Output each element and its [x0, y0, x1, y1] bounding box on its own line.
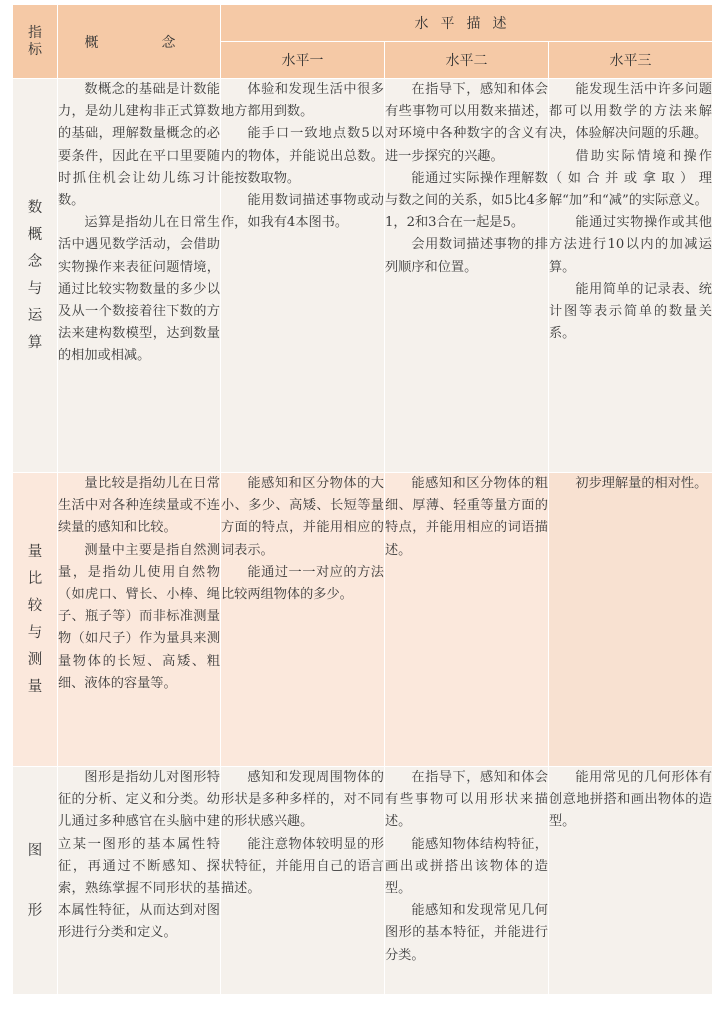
indicator-char: 数 — [27, 199, 43, 216]
level-3-cell — [549, 767, 713, 995]
level-paragraph: 能通过实物操作或其他方法进行10以内的加减运算。 — [549, 215, 712, 275]
indicator-char: 运 — [27, 307, 43, 324]
indicator-char: 图 — [27, 842, 43, 859]
indicator-char: 与 — [27, 624, 43, 641]
indicator-char: 概 — [27, 226, 43, 243]
concept-cell — [58, 767, 221, 995]
level-2-cell — [385, 473, 549, 767]
concept-paragraph: 运算是指幼儿在日常生活中遇见数学活动，会借助实物操作来表征问题情境，通过比较实物数量的多少以及从一个数接着往下数的方法来建构数模型，达到数量的相加或相减。 — [58, 215, 220, 364]
level-1-cell — [221, 767, 385, 995]
level-paragraph: 能手口一致地点数5以内的物体，并能说出总数。能按数取物。 — [221, 126, 384, 186]
level-paragraph: 能通过实际操作理解数与数之间的关系，如5比4多1，2和3合在一起是5。 — [385, 170, 548, 231]
level-paragraph: 体验和发现生活中很多地方都用到数。 — [221, 82, 384, 120]
indicator-char: 测 — [27, 651, 43, 668]
level-paragraph: 感知和发现周围物体的形状是多种多样的，对不同的形状感兴趣。 — [221, 770, 384, 830]
header-row-top — [13, 5, 713, 42]
math-standards-table — [12, 4, 713, 995]
concept-header — [58, 5, 221, 79]
concept-header-label: 概 念 — [84, 34, 194, 51]
table-row — [13, 79, 713, 473]
level-description-header: 水平描述 — [221, 5, 713, 42]
indicator-char: 念 — [27, 253, 43, 270]
level-2-header: 水平二 — [385, 42, 549, 79]
level-paragraph: 能通过一一对应的方法比较两组物体的多少。 — [221, 564, 384, 603]
level-3-cell — [549, 473, 713, 767]
level-paragraph: 能感知和区分物体的粗细、厚薄、轻重等量方面的特点，并能用相应的词语描述。 — [385, 476, 548, 558]
level-3-cell — [549, 79, 713, 473]
level-paragraph: 能感知物体结构特征，画出或拼搭出该物体的造型。 — [385, 836, 548, 897]
concept-paragraph: 量比较是指幼儿在日常生活中对各种连续量或不连续量的感知和比较。 — [58, 476, 220, 536]
indicator-header — [13, 5, 58, 79]
level-paragraph: 能用常见的几何形体有创意地拼搭和画出物体的造型。 — [549, 770, 712, 830]
indicator-char: 比 — [27, 570, 43, 587]
level-paragraph: 能感知和发现常见几何图形的基本特征，并能进行分类。 — [385, 903, 548, 963]
indicator-char: 量 — [27, 678, 43, 695]
indicator-char: 量 — [27, 543, 43, 560]
level-paragraph: 能用简单的记录表、统计图等表示简单的数量关系。 — [549, 281, 712, 342]
concept-paragraph: 数概念的基础是计数能力，是幼儿建构非正式算数的基础，理解数量概念的必要条件，因此在平口里要随时抓住机会让幼儿练习计数。 — [58, 82, 220, 209]
indicator-char: 算 — [27, 334, 43, 351]
level-paragraph: 会用数词描述事物的排列顺序和位置。 — [385, 237, 548, 275]
indicator-header-char: 指 — [28, 24, 42, 41]
level-paragraph: 能发现生活中许多问题都可以用数学的方法来解决，体验解决问题的乐趣。 — [549, 82, 712, 142]
level-paragraph: 借助实际情境和操作（如合并或拿取）理解“加”和“减”的实际意义。 — [549, 148, 712, 209]
level-1-cell — [221, 79, 385, 473]
level-1-cell — [221, 473, 385, 767]
indicator-char: 较 — [27, 597, 43, 614]
level-3-header: 水平三 — [549, 42, 713, 79]
row-indicator — [13, 767, 58, 995]
level-paragraph: 在指导下，感知和体会有些事物可以用形状来描述。 — [385, 770, 548, 830]
level-2-cell — [385, 79, 549, 473]
table-row — [13, 767, 713, 995]
indicator-char: 与 — [27, 280, 43, 297]
concept-cell — [58, 79, 221, 473]
row-indicator — [13, 473, 58, 767]
level-paragraph: 能用数词描述事物或动作，如我有4本图书。 — [221, 193, 384, 231]
concept-paragraph: 测量中主要是指自然测量，是指幼儿使用自然物（如虎口、臂长、小棒、绳子、瓶子等）而非标准测量物（如尺子）作为量具来测量物体的长短、高矮、粗细、液体的容量等。 — [58, 542, 220, 691]
concept-cell — [58, 473, 221, 767]
table-row — [13, 473, 713, 767]
row-indicator — [13, 79, 58, 473]
level-paragraph: 在指导下，感知和体会有些事物可以用数来描述，对环境中各种数字的含义有进一步探究的兴趣。 — [385, 82, 548, 164]
level-paragraph: 能感知和区分物体的大小、多少、高矮、长短等量方面的特点，并能用相应的词表示。 — [221, 476, 384, 558]
level-paragraph: 能注意物体较明显的形状特征，并能用自己的语言描述。 — [221, 836, 384, 897]
indicator-header-char: 标 — [28, 41, 42, 58]
level-paragraph: 初步理解量的相对性。 — [575, 476, 708, 491]
level-1-header: 水平一 — [221, 42, 385, 79]
indicator-char: 形 — [27, 902, 43, 919]
level-2-cell — [385, 767, 549, 995]
concept-paragraph: 图形是指幼儿对图形特征的分析、定义和分类。幼儿通过多种感官在头脑中建立某一图形的基本属性特征，再通过不断感知、探索，熟练掌握不同形状的基本属性特征，从而达到对图形进行分类和定义。 — [58, 770, 220, 941]
